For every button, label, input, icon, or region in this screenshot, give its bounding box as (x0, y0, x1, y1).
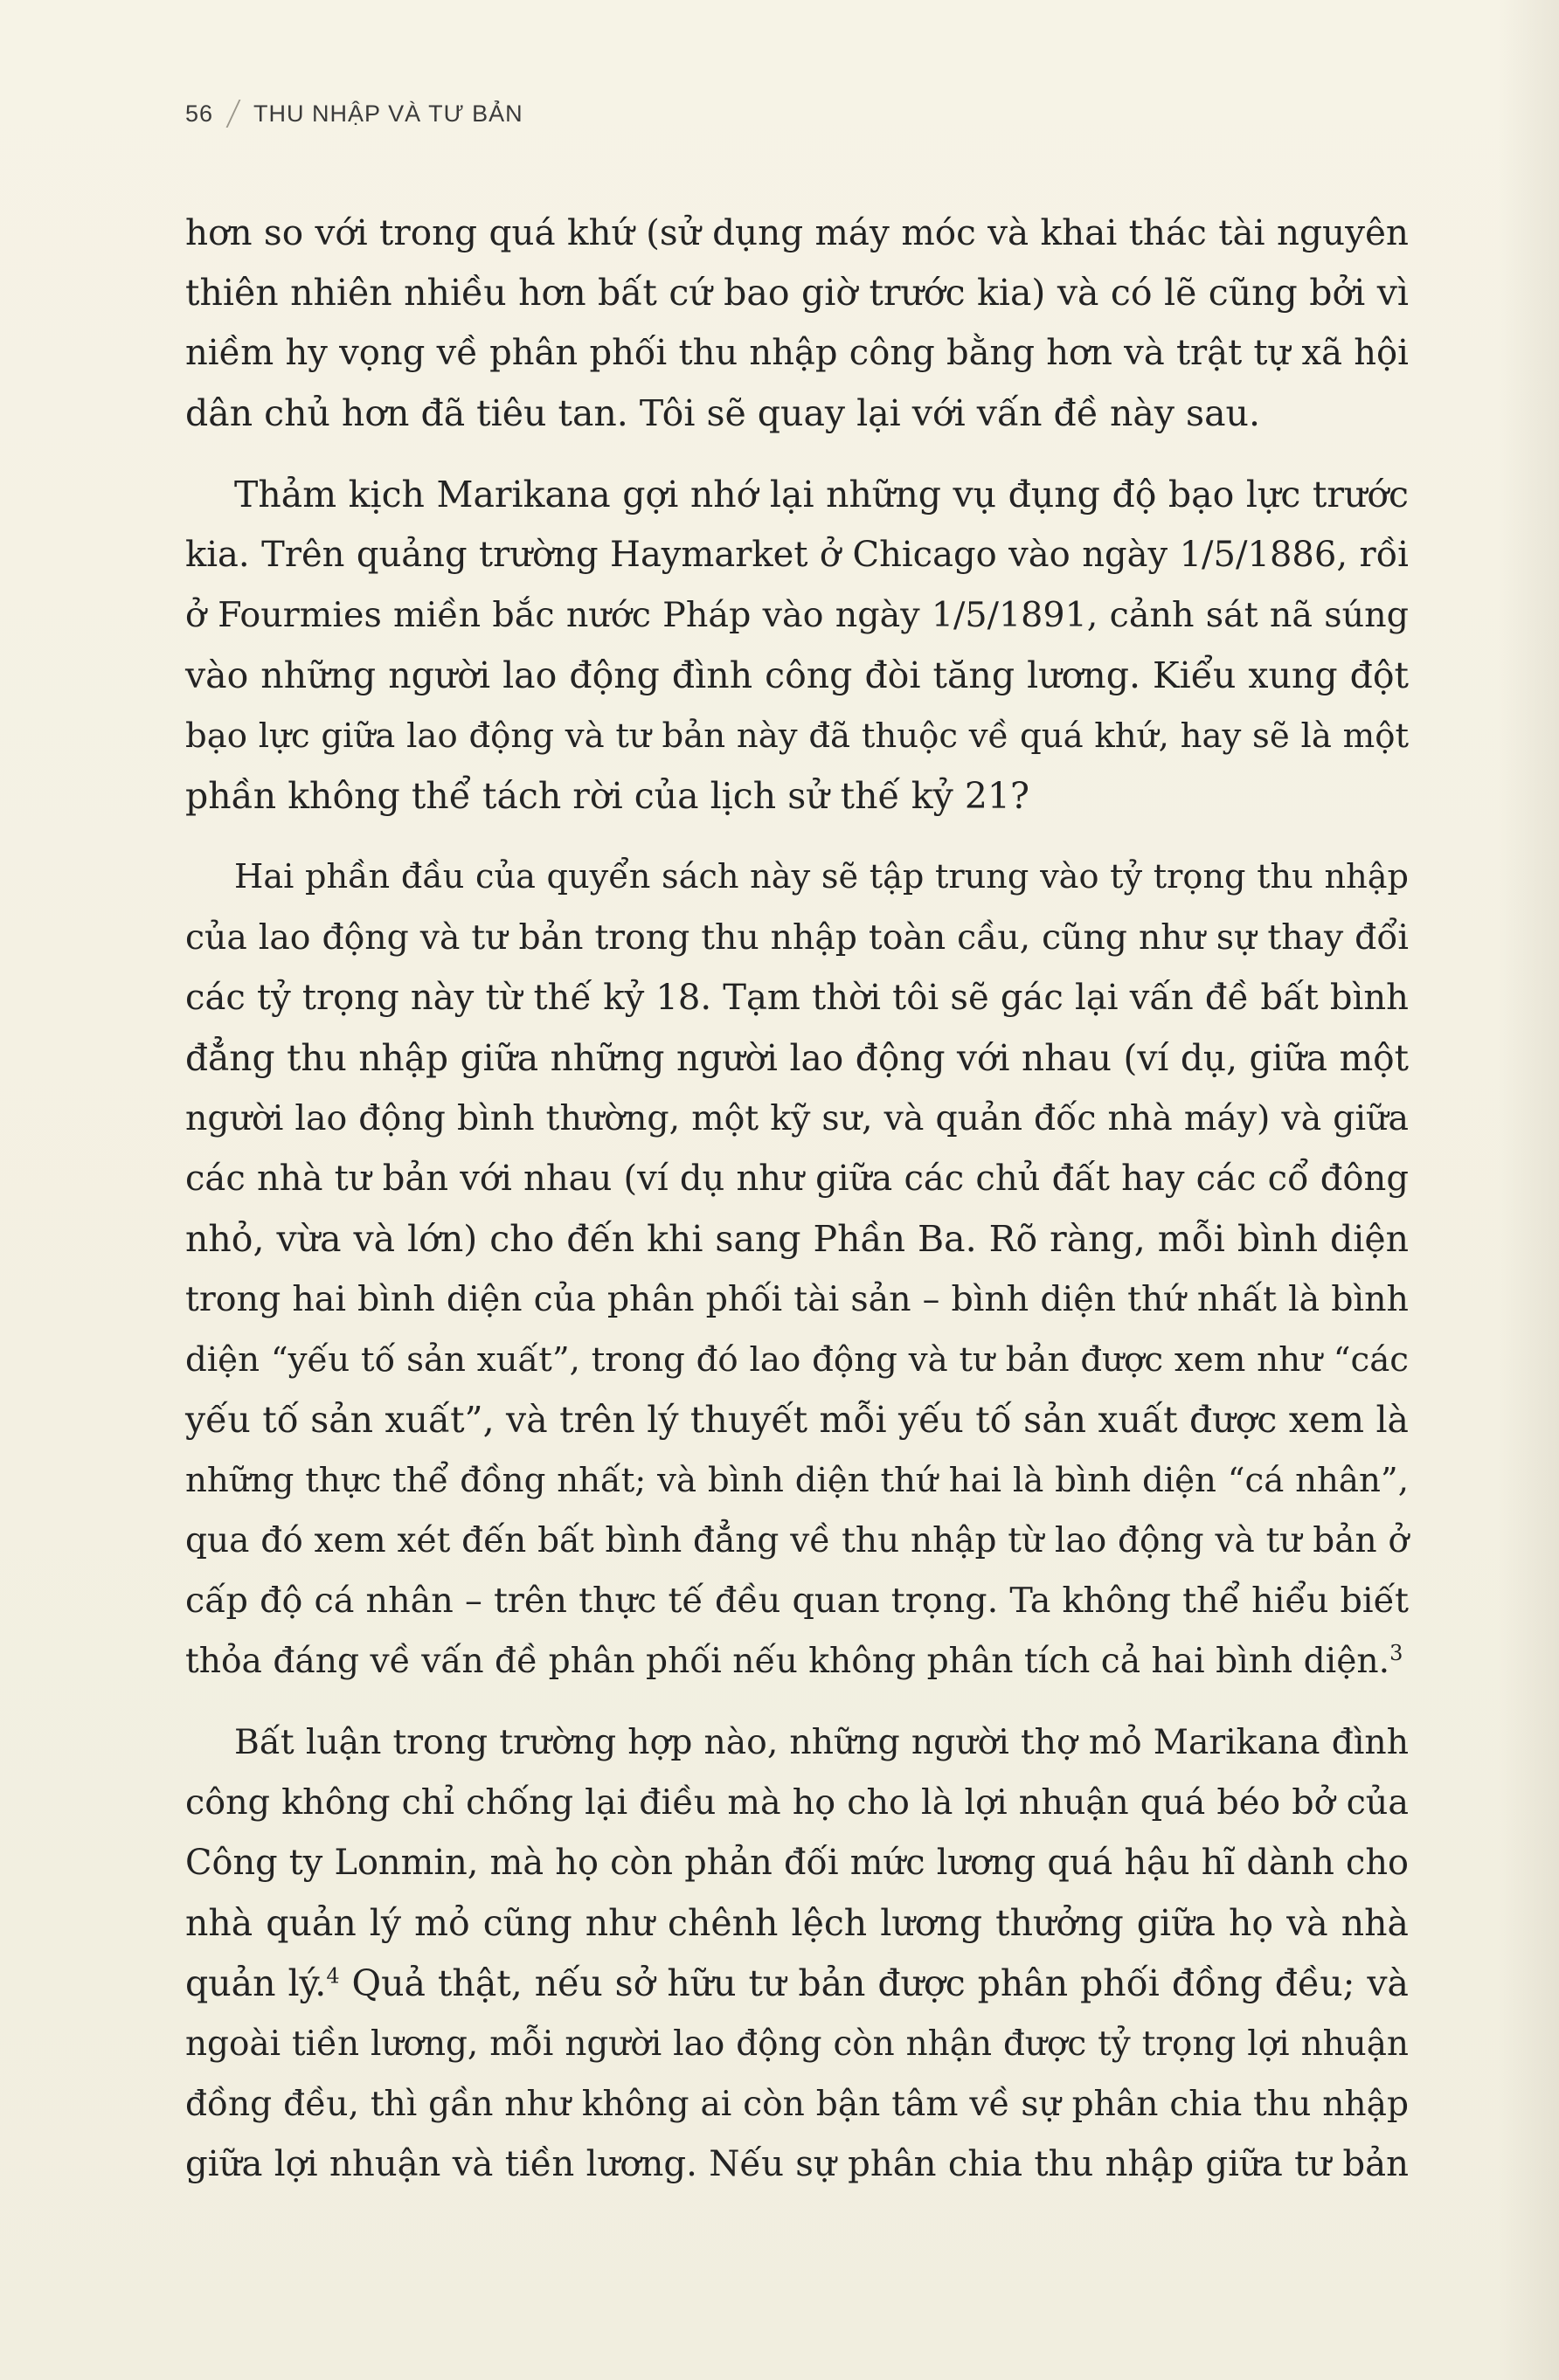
text-line-content: Quả thật, nếu sở hữu tư bản được phân phối đồng đều; và (339, 1962, 1409, 2004)
text-line: những thực thể đồng nhất; và bình diện thứ hai là bình diện “cá nhân”, (185, 1461, 1409, 1500)
paragraph-2 (185, 465, 1409, 827)
running-header (185, 94, 523, 133)
text-line: niềm hy vọng về phân phối thu nhập công bằng hơn và trật tự xã hội (185, 333, 1409, 373)
footnote-marker: 4 (326, 1963, 340, 1989)
text-line: nhà quản lý mỏ cũng như chênh lệch lương thưởng giữa họ và nhà (185, 1902, 1409, 1944)
text-line-content: thỏa đáng về vấn đề phân phối nếu không phân tích cả hai bình diện. (185, 1642, 1390, 1681)
text-line: kia. Trên quảng trường Haymarket ở Chicago vào ngày 1/5/1886, rồi (185, 535, 1409, 575)
text-line: phần không thể tách rời của lịch sử thế kỷ 21? (185, 775, 1030, 817)
text-line: Hai phần đầu của quyển sách này sẽ tập trung vào tỷ trọng thu nhập (234, 858, 1409, 896)
text-line: nhỏ, vừa và lớn) cho đến khi sang Phần Ba. Rõ ràng, mỗi bình diện (185, 1218, 1409, 1260)
text-line: yếu tố sản xuất”, và trên lý thuyết mỗi yếu tố sản xuất được xem là (185, 1399, 1409, 1441)
body-text (185, 203, 1409, 2195)
text-line: ngoài tiền lương, mỗi người lao động còn nhận được tỷ trọng lợi nhuận (185, 2024, 1409, 2064)
text-line: Thảm kịch Marikana gợi nhớ lại những vụ đụng độ bạo lực trước (234, 474, 1409, 515)
text-line: trong hai bình diện của phân phối tài sản – bình diện thứ nhất là bình (185, 1279, 1409, 1319)
text-line: các nhà tư bản với nhau (ví dụ như giữa các chủ đất hay các cổ đông (185, 1159, 1409, 1199)
text-line: qua đó xem xét đến bất bình đẳng về thu nhập từ lao động và tư bản ở (185, 1521, 1409, 1560)
text-line-content: quản lý. (185, 1962, 327, 2004)
text-line: bạo lực giữa lao động và tư bản này đã thuộc về quá khứ, hay sẽ là một (185, 716, 1409, 756)
footnote-marker: 3 (1389, 1640, 1403, 1665)
paragraph-4 (185, 1712, 1409, 2195)
running-title: THU NHẬP VÀ TƯ BẢN (253, 100, 523, 127)
paragraph-3 (185, 848, 1409, 1692)
text-line: cấp độ cá nhân – trên thực tế đều quan trọng. Ta không thể hiểu biết (185, 1581, 1409, 1621)
text-line: vào những người lao động đình công đòi tăng lương. Kiểu xung đột (185, 654, 1409, 696)
text-line (185, 1954, 1409, 2014)
page-number: 56 (185, 100, 214, 127)
text-line: Công ty Lonmin, mà họ còn phản đối mức lương quá hậu hĩ dành cho (185, 1843, 1409, 1883)
page-edge-shadow (1498, 0, 1559, 2380)
text-line: người lao động bình thường, một kỹ sư, và quản đốc nhà máy) và giữa (185, 1098, 1409, 1138)
text-line: thiên nhiên nhiều hơn bất cứ bao giờ trước kia) và có lẽ cũng bởi vì (185, 272, 1409, 314)
text-line: dân chủ hơn đã tiêu tan. Tôi sẽ quay lại với vấn đề này sau. (185, 392, 1260, 434)
text-line: các tỷ trọng này từ thế kỷ 18. Tạm thời tôi sẽ gác lại vấn đề bất bình (185, 978, 1409, 1018)
text-line: đồng đều, thì gần như không ai còn bận tâm về sự phân chia thu nhập (185, 2085, 1409, 2124)
text-line: đẳng thu nhập giữa những người lao động với nhau (ví dụ, giữa một (185, 1037, 1409, 1079)
header-separator (226, 100, 241, 128)
text-line: ở Fourmies miền bắc nước Pháp vào ngày 1/5/1891, cảnh sát nã súng (185, 595, 1409, 635)
text-line: của lao động và tư bản trong thu nhập toàn cầu, cũng như sự thay đổi (185, 917, 1409, 958)
text-line (185, 1631, 1409, 1692)
paragraph-1 (185, 203, 1409, 444)
text-line: giữa lợi nhuận và tiền lương. Nếu sự phân chia thu nhập giữa tư bản (185, 2144, 1409, 2184)
text-line: công không chỉ chống lại điều mà họ cho là lợi nhuận quá béo bở của (185, 1782, 1409, 1823)
text-line: Bất luận trong trường hợp nào, những người thợ mỏ Marikana đình (234, 1723, 1409, 1762)
text-line: hơn so với trong quá khứ (sử dụng máy móc và khai thác tài nguyên (185, 211, 1409, 253)
text-line: diện “yếu tố sản xuất”, trong đó lao động và tư bản được xem như “các (185, 1340, 1409, 1380)
